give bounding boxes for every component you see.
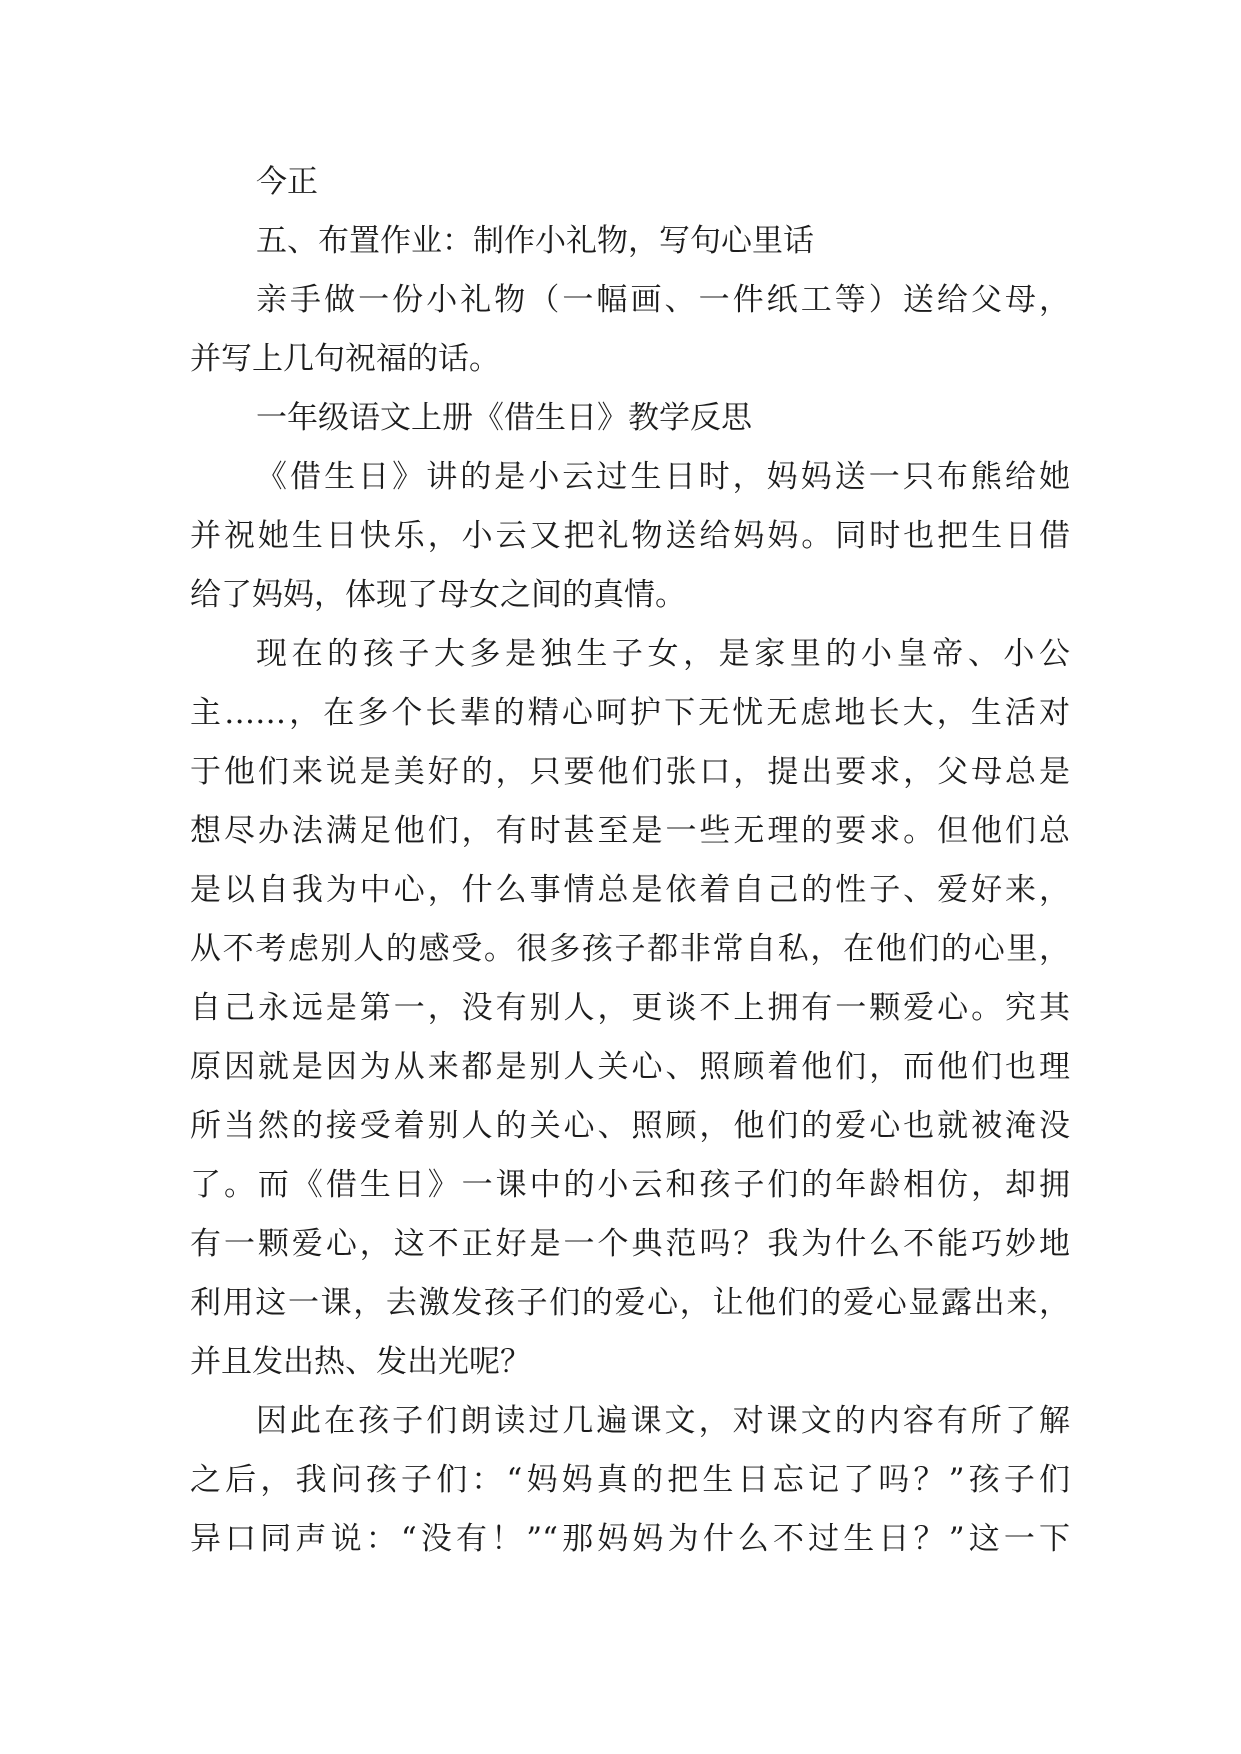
text-line: 五、布置作业：制作小礼物，写句心里话 — [256, 223, 814, 259]
text-line: 自己永远是第一，没有别人，更谈不上拥有一颗爱心。究其 — [190, 990, 1070, 1026]
text-line: 今正 — [256, 164, 318, 200]
text-line: 亲手做一份小礼物（一幅画、一件纸工等）送给父母， — [256, 282, 1070, 318]
text-line: 给了妈妈，体现了母女之间的真情。 — [190, 577, 686, 613]
text-line: 是以自我为中心，什么事情总是依着自己的性子、爱好来， — [190, 872, 1070, 908]
text-line: 有一颗爱心，这不正好是一个典范吗？我为什么不能巧妙地 — [190, 1226, 1070, 1262]
text-line: 现在的孩子大多是独生子女，是家里的小皇帝、小公 — [256, 636, 1070, 672]
text-line: 利用这一课，去激发孩子们的爱心，让他们的爱心显露出来， — [190, 1285, 1070, 1321]
text-line: 并且发出热、发出光呢？ — [190, 1344, 531, 1380]
text-line: 《借生日》讲的是小云过生日时，妈妈送一只布熊给她 — [256, 459, 1070, 495]
text-line: 之后，我问孩子们：“妈妈真的把生日忘记了吗？”孩子们 — [190, 1462, 1070, 1498]
text-line: 因此在孩子们朗读过几遍课文，对课文的内容有所了解 — [256, 1403, 1070, 1439]
text-line: 从不考虑别人的感受。很多孩子都非常自私，在他们的心里， — [190, 931, 1070, 967]
text-line: 原因就是因为从来都是别人关心、照顾着他们，而他们也理 — [190, 1049, 1070, 1085]
text-line: 并写上几句祝福的话。 — [190, 341, 500, 377]
text-line: 了。而《借生日》一课中的小云和孩子们的年龄相仿，却拥 — [190, 1167, 1070, 1203]
text-line: 所当然的接受着别人的关心、照顾，他们的爱心也就被淹没 — [190, 1108, 1070, 1144]
text-line: 主……，在多个长辈的精心呵护下无忧无虑地长大，生活对 — [190, 695, 1070, 731]
text-line: 并祝她生日快乐，小云又把礼物送给妈妈。同时也把生日借 — [190, 518, 1070, 554]
text-line: 异口同声说：“没有！”“那妈妈为什么不过生日？”这一下 — [190, 1521, 1070, 1557]
text-line: 想尽办法满足他们，有时甚至是一些无理的要求。但他们总 — [190, 813, 1070, 849]
section-title: 一年级语文上册《借生日》教学反思 — [256, 400, 752, 436]
text-line: 于他们来说是美好的，只要他们张口，提出要求，父母总是 — [190, 754, 1070, 790]
